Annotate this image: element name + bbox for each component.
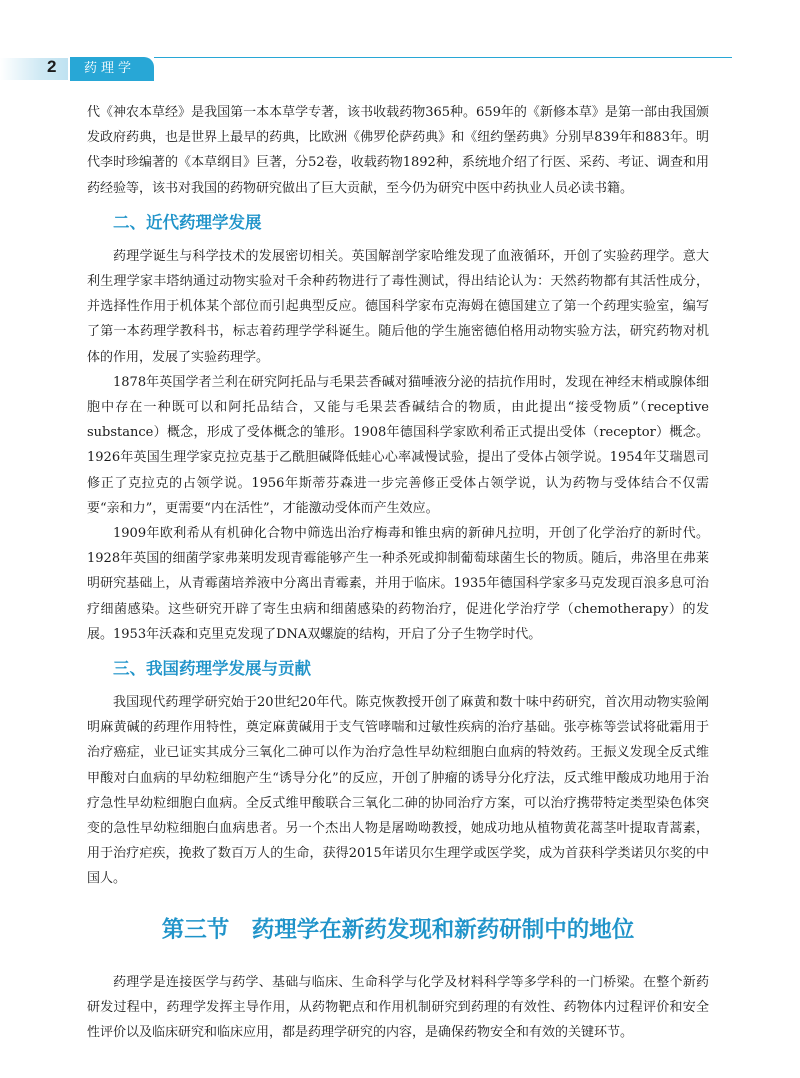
book-title: 药理学: [84, 61, 136, 76]
header-rule: [154, 57, 732, 58]
section-heading-china-contributions: 三、我国药理学发展与贡献: [113, 659, 311, 679]
page-body: [87, 100, 709, 1045]
paragraph: 1909年欧利希从有机砷化合物中筛选出治疗梅毒和锥虫病的新砷凡拉明，开创了化学治疗的新时代。1928年英国的细菌学家弗莱明发现青霉能够产生一种杀死或抑制葡萄球菌生长的物质。随后，弗洛里在弗莱明研究基础上，从青霉菌培养液中分离出青霉素，并用于临床。1935年德国科学家多马克发现百浪多息可治疗细菌感染。这些研究开辟了寄生虫病和细菌感染的药物治疗，促进化学治疗学（chemotherapy）的发展。1953年沃森和克里克发现了DNA双螺旋的结构，开启了分子生物学时代。: [87, 526, 709, 642]
section-heading-modern-pharmacology: 二、近代药理学发展: [113, 212, 262, 232]
paragraph: 1878年英国学者兰利在研究阿托品与毛果芸香碱对猫唾液分泌的拮抗作用时，发现在神经末梢或腺体细胞中存在一种既可以和阿托品结合，又能与毛果芸香碱结合的物质，由此提出“接受物质”（receptive substance）概念，形成了受体概念的雏形。1908年德国科学家欧利希正式提出受体（receptor）概念。1926年英国生理学家克拉克基于乙酰胆碱降低蛙心心率减慢试验，提出了受体占领学说。1954年艾瑞恩司修正了克拉克的占领学说。1956年斯蒂芬森进一步完善修正受体占领学说，认为药物与受体结合不仅需要“亲和力”，更需要“内在活性”，才能激动受体而产生效应。: [87, 374, 709, 516]
paragraph: 药理学是连接医学与药学、基础与临床、生命科学与化学及材料科学等多学科的一门桥梁。在整个新药研发过程中，药理学发挥主导作用，从药物靶点和作用机制研究到药理的有效性、药物体内过程评价和安全性评价以及临床研究和临床应用，都是药理学研究的内容，是确保药物安全和有效的关键环节。: [87, 974, 709, 1041]
header-gradient-band: [0, 58, 68, 80]
book-title-tab: [70, 57, 154, 81]
paragraph: 药理学诞生与科学技术的发展密切相关。英国解剖学家哈维发现了血液循环，开创了实验药理学。意大利生理学家丰塔纳通过动物实验对千余种药物进行了毒性测试，得出结论认为：天然药物都有其活性成分，并选择性作用于机体某个部位而引起典型反应。德国科学家布克海姆在德国建立了第一个药理实验室，编写了第一本药理学教科书，标志着药理学学科诞生。随后他的学生施密德伯格用动物实验方法，研究药物对机体的作用，发展了实验药理学。: [87, 248, 709, 365]
paragraph: 我国现代药理学研究始于20世纪20年代。陈克恢教授开创了麻黄和数十味中药研究，首次用动物实验阐明麻黄碱的药理作用特性，奠定麻黄碱用于支气管哮喘和过敏性疾病的治疗基础。张亭栋等尝试将砒霜用于治疗癌症，业已证实其成分三氧化二砷可以作为治疗急性早幼粒细胞白血病的特效药。王振义发现全反式维甲酸对白血病的早幼粒细胞产生“诱导分化”的反应，开创了肿瘤的诱导分化疗法，反式维甲酸成功地用于治疗急性早幼粒细胞白血病。全反式维甲酸联合三氧化二砷的协同治疗方案，可以治疗携带特定类型染色体突变的急性早幼粒细胞白血病患者。另一个杰出人物是屠呦呦教授，她成功地从植物黄花蒿茎叶提取青蒿素，用于治疗疟疾，挽救了数百万人的生命，获得2015年诺贝尔生理学或医学奖，成为首获科学类诺贝尔奖的中国人。: [87, 695, 709, 887]
page-header: [0, 50, 800, 86]
paragraph-continued: 代《神农本草经》是我国第一本本草学专著，该书收载药物365种。659年的《新修本草》是第一部由我国颁发政府药典，也是世界上最早的药典，比欧洲《佛罗伦萨药典》和《纽约堡药典》分别早839年和883年。明代李时珍编著的《本草纲目》巨著，分52卷，收载药物1892种，系统地介绍了行医、采药、考证、调查和用药经验等，该书对我国的药物研究做出了巨大贡献，至今仍为研究中医中药执业人员必读书籍。: [87, 105, 709, 196]
chapter-section-title: 第三节 药理学在新药发现和新药研制中的地位: [161, 916, 635, 943]
page-number: 2: [47, 57, 57, 76]
